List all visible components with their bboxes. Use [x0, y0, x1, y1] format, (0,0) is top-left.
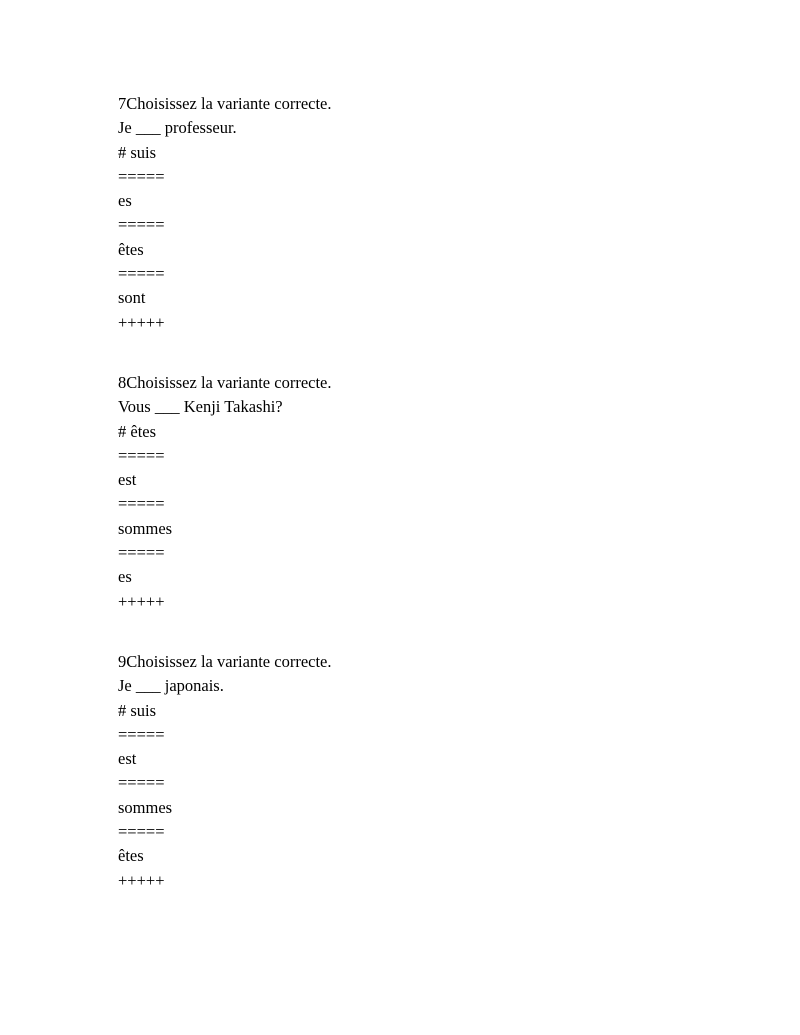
answer-option: est: [118, 470, 137, 490]
correct-answer: # suis: [118, 700, 157, 720]
answer-separator: =====: [118, 215, 165, 235]
question-block-8: [118, 371, 332, 614]
question-prompt: Je ___ japonais.: [118, 676, 224, 696]
answer-option: êtes: [118, 846, 144, 866]
answer-option: sont: [118, 288, 146, 308]
answer-separator: =====: [118, 543, 165, 563]
question-title: 7Choisissez la variante correcte.: [118, 94, 332, 113]
answer-option: es: [118, 191, 132, 211]
answer-option: est: [118, 749, 137, 769]
question-prompt: Je ___ professeur.: [118, 118, 237, 138]
answer-option: êtes: [118, 239, 144, 259]
question-title: 8Choisissez la variante correcte.: [118, 373, 332, 392]
answer-option: es: [118, 567, 132, 587]
correct-answer: # suis: [118, 142, 157, 162]
answer-separator: =====: [118, 445, 165, 465]
question-end-marker: +++++: [118, 312, 165, 332]
answer-separator: =====: [118, 494, 165, 514]
question-prompt: Vous ___ Kenji Takashi?: [118, 397, 283, 417]
answer-separator: =====: [118, 166, 165, 186]
correct-answer: # êtes: [118, 421, 157, 441]
question-block-7: [118, 92, 332, 335]
answer-separator: =====: [118, 724, 165, 744]
answer-separator: =====: [118, 822, 165, 842]
question-end-marker: +++++: [118, 870, 165, 890]
answer-separator: =====: [118, 773, 165, 793]
answer-option: sommes: [118, 797, 173, 817]
answer-separator: =====: [118, 264, 165, 284]
question-title: 9Choisissez la variante correcte.: [118, 652, 332, 671]
question-block-9: [118, 650, 332, 893]
answer-option: sommes: [118, 518, 173, 538]
question-end-marker: +++++: [118, 591, 165, 611]
